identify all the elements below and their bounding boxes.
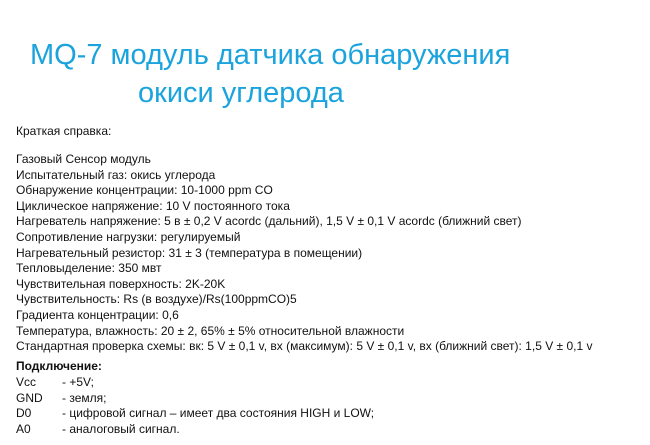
pin-row <box>16 375 374 391</box>
pin-description: - земля; <box>62 390 107 405</box>
pin-name: GND <box>16 390 43 405</box>
spec-item: Чувствительная поверхность: 2K-20K <box>16 276 226 291</box>
spec-item: Тепловыделение: 350 мвт <box>16 261 162 276</box>
spec-item: Сопротивление нагрузки: регулируемый <box>16 229 241 244</box>
pin-row <box>16 391 374 407</box>
pin-row <box>16 406 374 422</box>
spec-item: Стандартная проверка схемы: вк: 5 V ± 0,1 v, вх (максимум): 5 V ± 0,1 v, вх (ближний свет): 1,5 V ± 0,1 v <box>16 339 593 354</box>
pin-description: - аналоговый сигнал. <box>62 421 180 436</box>
pin-name: Vcc <box>16 375 37 389</box>
pin-row <box>16 422 374 438</box>
pin-name: A0 <box>16 421 31 436</box>
connection-heading: Подключение: <box>16 359 102 373</box>
page-title-line-1: MQ-7 модуль датчика обнаружения <box>30 39 511 71</box>
pin-list <box>16 375 374 437</box>
spec-list <box>16 152 592 355</box>
spec-item: Испытательный газ: окись углерода <box>16 167 216 182</box>
page-title-line-2: окиси углерода <box>138 77 344 109</box>
spec-item: Нагреватель напряжение: 5 в ± 0,2 V acordc (дальний), 1,5 V ± 0,1 V acordc (ближний свет) <box>16 214 522 229</box>
pin-name: D0 <box>16 406 32 421</box>
spec-item: Обнаружение концентрации: 10-1000 ppm CO <box>16 183 273 198</box>
pin-description: - цифровой сигнал – имеет два состояния HIGH и LOW; <box>62 406 375 421</box>
spec-item: Газовый Сенсор модуль <box>16 152 151 166</box>
spec-item: Чувствительность: Rs (в воздухе)/Rs(100ppmCO)5 <box>16 292 297 307</box>
spec-item: Температура, влажность: 20 ± 2, 65% ± 5% относительной влажности <box>16 323 405 338</box>
pin-description: - +5V; <box>62 375 94 389</box>
spec-item: Нагревательный резистор: 31 ± 3 (температура в помещении) <box>16 245 363 260</box>
intro-heading: Краткая справка: <box>16 124 112 138</box>
spec-item: Градиента концентрации: 0,6 <box>16 307 179 322</box>
spec-item: Циклическое напряжение: 10 V постоянного тока <box>16 198 290 213</box>
